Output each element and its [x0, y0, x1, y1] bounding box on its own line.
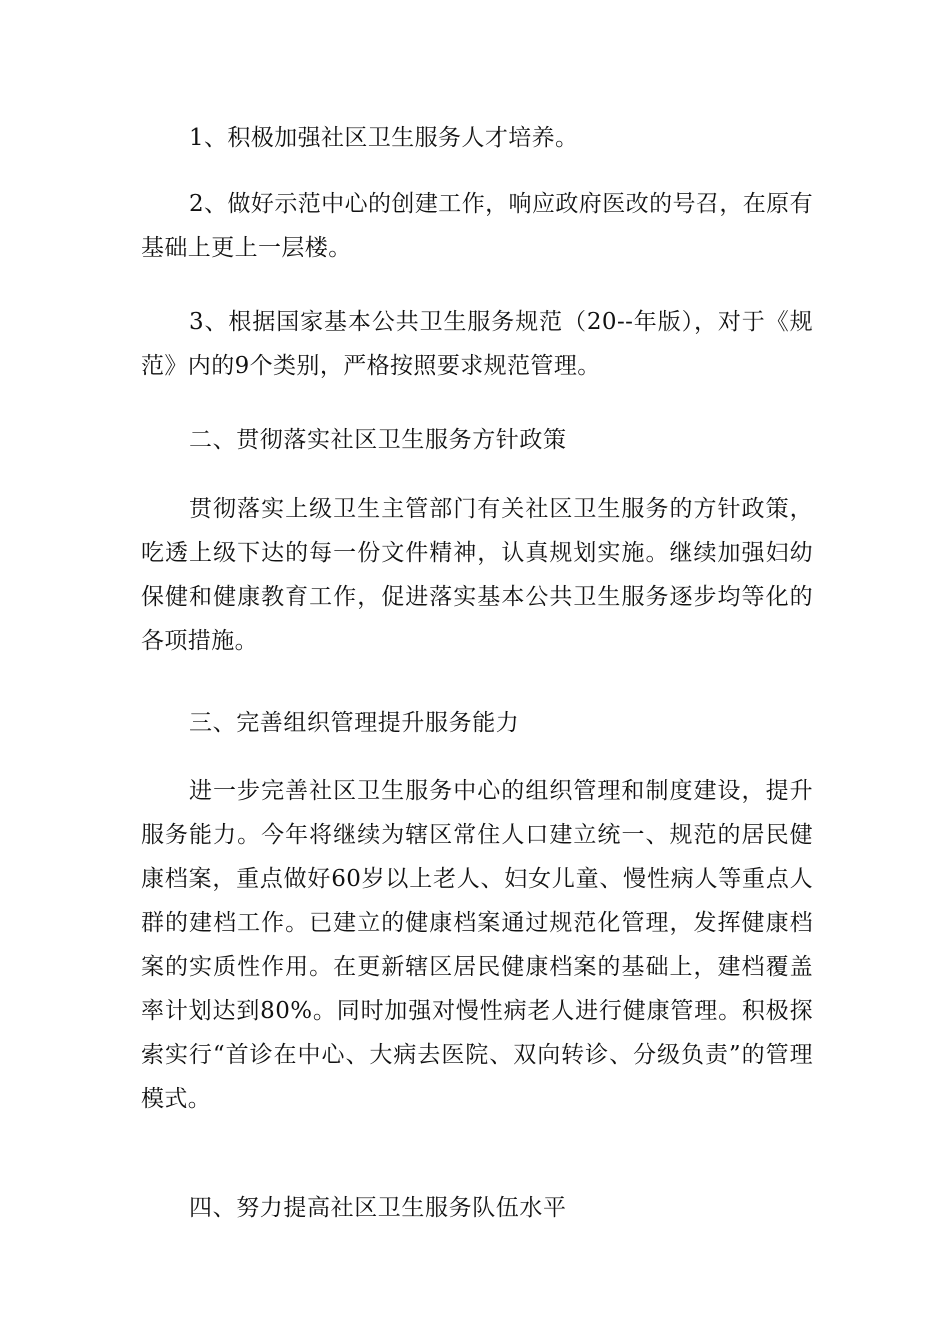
section-three-body: 进一步完善社区卫生服务中心的组织管理和制度建设，提升服务能力。今年将继续为辖区常住人口建立统一、规范的居民健康档案，重点做好60岁以上老人、妇女儿童、慢性病人等重点人群的建档工作。已建立的健康档案通过规范化管理，发挥健康档案的实质性作用。在更新辖区居民健康档案的基础上，建档覆盖率计划达到80%。同时加强对慢性病老人进行健康管理。积极探索实行“首诊在中心、大病去医院、双向转诊、分级负责”的管理模式。	[141, 778, 813, 1112]
section-heading-four: 四、努力提高社区卫生服务队伍水平	[189, 1195, 567, 1221]
paragraph-item-1: 1、积极加强社区卫生服务人才培养。	[189, 125, 579, 151]
section-two-body: 贯彻落实上级卫生主管部门有关社区卫生服务的方针政策，吃透上级下达的每一份文件精神，认真规划实施。继续加强妇幼保健和健康教育工作，促进落实基本公共卫生服务逐步均等化的各项措施。	[141, 496, 813, 654]
section-heading-two: 二、贯彻落实社区卫生服务方针政策	[189, 427, 567, 453]
section-heading-three: 三、完善组织管理提升服务能力	[189, 710, 520, 736]
paragraph-item-3: 3、根据国家基本公共卫生服务规范（20--年版），对于《规范》内的9个类别，严格按照要求规范管理。	[141, 309, 813, 379]
paragraph-item-2: 2、做好示范中心的创建工作，响应政府医改的号召，在原有基础上更上一层楼。	[141, 191, 813, 261]
